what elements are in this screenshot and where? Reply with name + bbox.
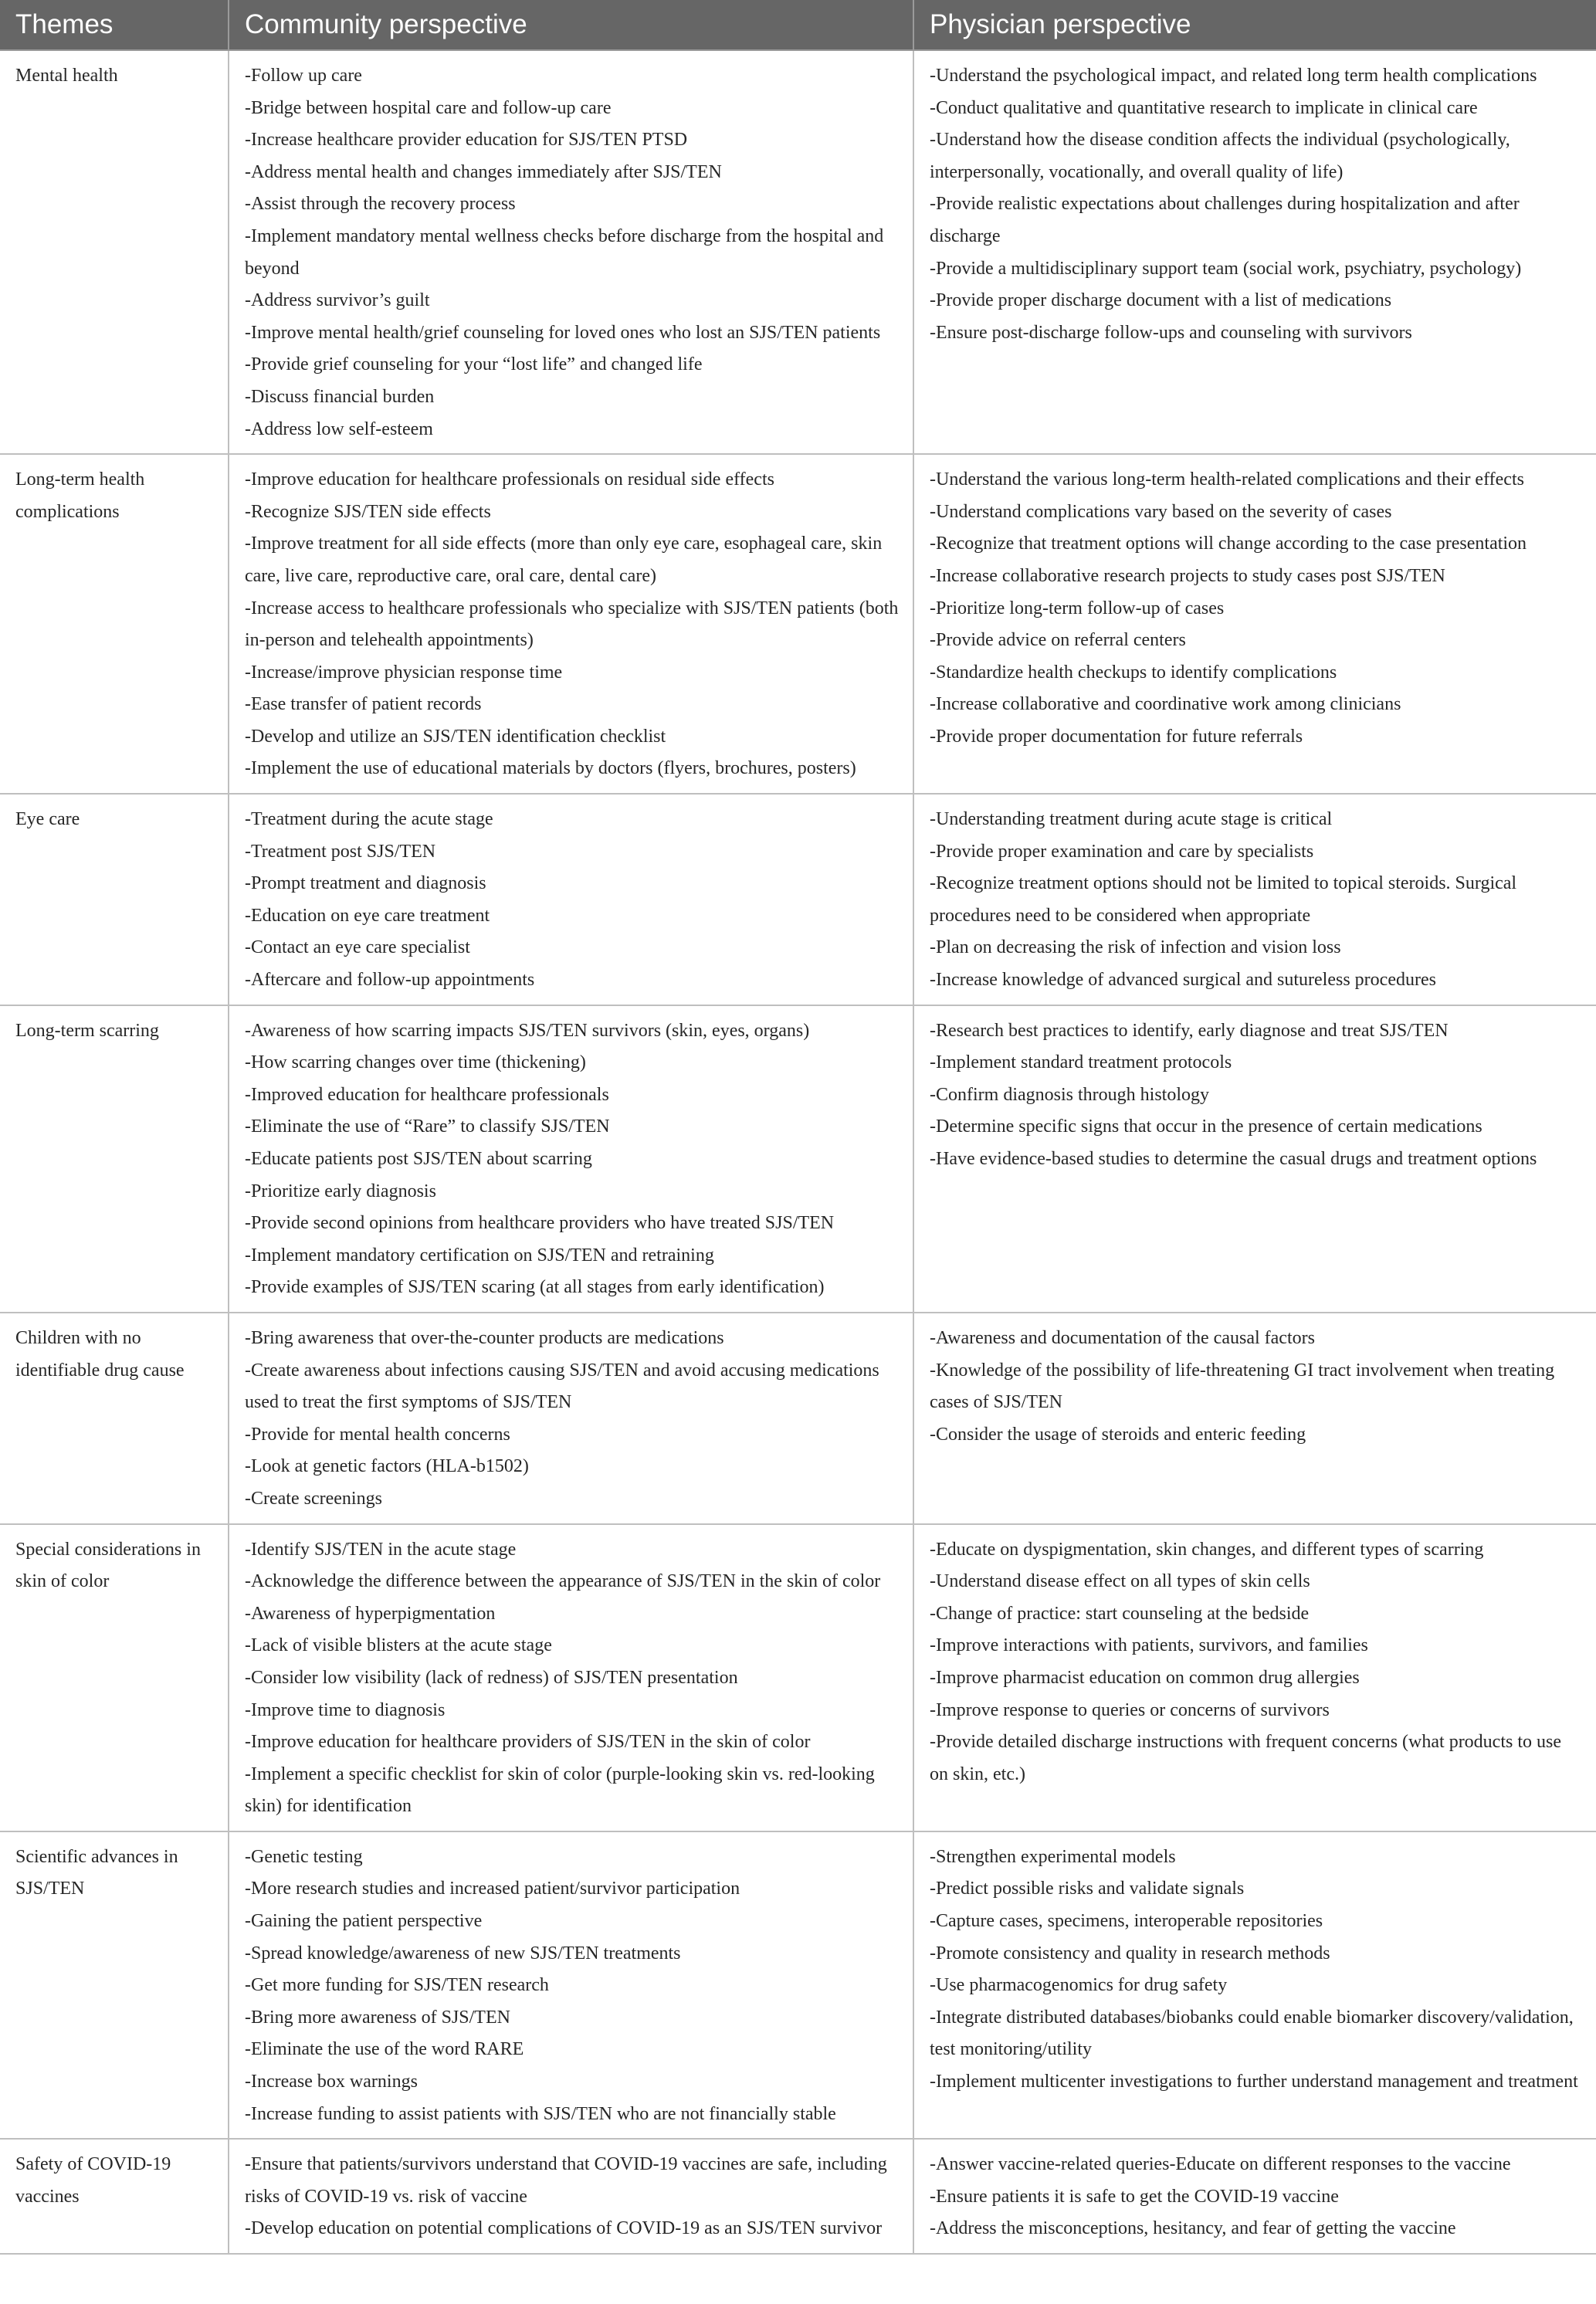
list-item: -Increase access to healthcare professionals who specialize with SJS/TEN patients (both in-person and telehealth appointments)	[245, 598, 899, 651]
table-row	[0, 2139, 1596, 2254]
list-item: -Spread knowledge/awareness of new SJS/TEN treatments	[245, 1943, 681, 1963]
physician-perspective-cell	[913, 1005, 1596, 1313]
list-item: -Ensure post-discharge follow-ups and counseling with survivors	[930, 322, 1412, 343]
list-item: -Increase healthcare provider education for SJS/TEN PTSD	[245, 130, 688, 151]
list-item: -Have evidence-based studies to determine the casual drugs and treatment options	[930, 1149, 1537, 1169]
list-item: -Implement standard treatment protocols	[930, 1052, 1232, 1073]
list-item: -Bridge between hospital care and follow-up care	[245, 97, 612, 118]
list-item: -Understand the psychological impact, and related long term health complications	[930, 66, 1537, 86]
physician-perspective-cell	[913, 1313, 1596, 1524]
list-item: -Increase/improve physician response time	[245, 662, 563, 683]
list-item: -Understanding treatment during acute stage is critical	[930, 809, 1333, 830]
list-item: -Answer vaccine-related queries-Educate on different responses to the vaccine	[930, 2154, 1511, 2175]
list-item: -Genetic testing	[245, 1846, 363, 1867]
list-item: -Follow up care	[245, 66, 362, 86]
list-item: -Educate on dyspigmentation, skin changes, and different types of scarring	[930, 1539, 1484, 1560]
list-item: -Discuss financial burden	[245, 386, 435, 407]
list-item: -Eliminate the use of the word RARE	[245, 2039, 524, 2060]
list-item: -Address survivor’s guilt	[245, 290, 430, 311]
list-item: -Prioritize early diagnosis	[245, 1181, 436, 1201]
list-item: -Provide advice on referral centers	[930, 630, 1186, 651]
list-item: -Use pharmacogenomics for drug safety	[930, 1975, 1228, 1996]
list-item: -Consider the usage of steroids and enteric feeding	[930, 1424, 1306, 1445]
table-row	[0, 794, 1596, 1005]
list-item: -Improve time to diagnosis	[245, 1699, 446, 1720]
list-item: -Create screenings	[245, 1488, 382, 1509]
list-item: -Provide examples of SJS/TEN scaring (at all stages from early identification)	[245, 1277, 825, 1298]
list-item: -Address mental health and changes immediately after SJS/TEN	[245, 161, 722, 182]
list-item: -Treatment post SJS/TEN	[245, 841, 436, 862]
list-item: -Implement multicenter investigations to further understand management and treatment	[930, 2072, 1578, 2092]
list-item: -Improve education for healthcare providers of SJS/TEN in the skin of color	[245, 1732, 811, 1753]
list-item: -Increase box warnings	[245, 2072, 418, 2092]
list-item: -Recognize treatment options should not be limited to topical steroids. Surgical procedures need to be considered when appropriate	[930, 873, 1517, 926]
list-item: -Understand the various long-term health-related complications and their effects	[930, 469, 1524, 490]
list-item: -Implement mandatory mental wellness checks before discharge from the hospital and beyond	[245, 225, 884, 279]
list-item: -Increase collaborative research projects to study cases post SJS/TEN	[930, 565, 1445, 586]
list-item: -Prompt treatment and diagnosis	[245, 873, 486, 894]
list-item: -Create awareness about infections causing SJS/TEN and avoid accusing medications used to treat the first symptoms of SJS/TEN	[245, 1360, 879, 1413]
list-item: -Prioritize long-term follow-up of cases	[930, 598, 1225, 618]
theme-cell: Special considerations in skin of color	[0, 1524, 229, 1831]
community-perspective-cell	[229, 454, 913, 794]
table-row	[0, 50, 1596, 454]
list-item: -Treatment during the acute stage	[245, 809, 493, 830]
list-item: -Improved education for healthcare professionals	[245, 1084, 609, 1105]
list-item: -Provide for mental health concerns	[245, 1424, 510, 1445]
list-item: -Bring awareness that over-the-counter products are medications	[245, 1327, 724, 1348]
list-item: -Awareness and documentation of the causal factors	[930, 1327, 1315, 1348]
list-item: -Address low self-esteem	[245, 418, 433, 439]
list-item: -Plan on decreasing the risk of infection and vision loss	[930, 937, 1341, 958]
list-item: -Education on eye care treatment	[245, 905, 490, 926]
list-item: -Provide proper discharge document with a list of medications	[930, 290, 1392, 311]
table-header-row	[0, 0, 1596, 50]
list-item: -Understand complications vary based on the severity of cases	[930, 501, 1392, 522]
list-item: -Improve response to queries or concerns of survivors	[930, 1699, 1330, 1720]
physician-perspective-cell	[913, 1524, 1596, 1831]
list-item: -Acknowledge the difference between the appearance of SJS/TEN in the skin of color	[245, 1571, 881, 1592]
list-item: -Improve mental health/grief counseling for loved ones who lost an SJS/TEN patients	[245, 322, 881, 343]
community-perspective-cell	[229, 1005, 913, 1313]
list-item: -Provide detailed discharge instructions with frequent concerns (what products to use on skin, etc.)	[930, 1732, 1562, 1784]
physician-perspective-cell	[913, 2139, 1596, 2254]
list-item: -Develop and utilize an SJS/TEN identification checklist	[245, 726, 666, 747]
list-item: -Assist through the recovery process	[245, 194, 516, 215]
list-item: -Contact an eye care specialist	[245, 937, 470, 958]
list-item: -Ease transfer of patient records	[245, 694, 482, 715]
list-item: -Ensure that patients/survivors understand that COVID-19 vaccines are safe, including risks of COVID-19 vs. risk of vaccine	[245, 2154, 887, 2207]
list-item: -Awareness of hyperpigmentation	[245, 1603, 496, 1624]
list-item: -Promote consistency and quality in research methods	[930, 1943, 1330, 1963]
list-item: -Improve treatment for all side effects (more than only eye care, esophageal care, skin care, live care, reproductive care, oral care, dental care)	[245, 534, 883, 586]
list-item: -Capture cases, specimens, interoperable repositories	[930, 1911, 1323, 1932]
list-item: -Gaining the patient perspective	[245, 1911, 483, 1932]
table-row	[0, 1313, 1596, 1524]
list-item: -Integrate distributed databases/biobanks could enable biomarker discovery/validation, test monitoring/utility	[930, 2007, 1574, 2060]
theme-cell: Children with no identifiable drug cause	[0, 1313, 229, 1524]
list-item: -Predict possible risks and validate signals	[930, 1879, 1245, 1899]
table-body	[0, 50, 1596, 2254]
list-item: -How scarring changes over time (thickening)	[245, 1052, 586, 1073]
list-item: -Understand how the disease condition affects the individual (psychologically, interpersonally, vocationally, and overall quality of life)	[930, 130, 1510, 182]
physician-perspective-cell	[913, 1831, 1596, 2139]
list-item: -Bring more awareness of SJS/TEN	[245, 2007, 510, 2028]
list-item: -Provide realistic expectations about challenges during hospitalization and after discharge	[930, 194, 1520, 246]
list-item: -Research best practices to identify, early diagnose and treat SJS/TEN	[930, 1020, 1449, 1041]
list-item: -Provide proper examination and care by specialists	[930, 841, 1314, 862]
list-item: -Standardize health checkups to identify complications	[930, 662, 1337, 683]
physician-perspective-cell	[913, 794, 1596, 1005]
list-item: -Provide second opinions from healthcare providers who have treated SJS/TEN	[245, 1213, 835, 1234]
theme-cell: Safety of COVID-19 vaccines	[0, 2139, 229, 2254]
list-item: -Determine specific signs that occur in the presence of certain medications	[930, 1116, 1482, 1137]
list-item: -Provide a multidisciplinary support team (social work, psychiatry, psychology)	[930, 258, 1522, 279]
community-perspective-cell	[229, 50, 913, 454]
table-row	[0, 1524, 1596, 1831]
list-item: -Increase funding to assist patients with SJS/TEN who are not financially stable	[245, 2103, 836, 2124]
table-row	[0, 1005, 1596, 1313]
community-perspective-cell	[229, 1831, 913, 2139]
list-item: -Look at genetic factors (HLA-b1502)	[245, 1456, 529, 1477]
list-item: -More research studies and increased patient/survivor participation	[245, 1879, 740, 1899]
list-item: -Aftercare and follow-up appointments	[245, 970, 535, 991]
theme-cell: Eye care	[0, 794, 229, 1005]
list-item: -Change of practice: start counseling at the bedside	[930, 1603, 1310, 1624]
list-item: -Understand disease effect on all types of skin cells	[930, 1571, 1310, 1592]
list-item: -Get more funding for SJS/TEN research	[245, 1975, 549, 1996]
list-item: -Increase knowledge of advanced surgical and sutureless procedures	[930, 970, 1436, 991]
list-item: -Implement mandatory certification on SJS/TEN and retraining	[245, 1245, 714, 1266]
theme-cell: Long-term scarring	[0, 1005, 229, 1313]
list-item: -Address the misconceptions, hesitancy, and fear of getting the vaccine	[930, 2218, 1456, 2239]
list-item: -Implement a specific checklist for skin of color (purple-looking skin vs. red-looking skin) for identification	[245, 1764, 875, 1817]
list-item: -Educate patients post SJS/TEN about scarring	[245, 1149, 592, 1169]
list-item: -Provide grief counseling for your “lost life” and changed life	[245, 354, 703, 375]
list-item: -Awareness of how scarring impacts SJS/TEN survivors (skin, eyes, organs)	[245, 1020, 810, 1041]
list-item: -Implement the use of educational materials by doctors (flyers, brochures, posters)	[245, 758, 856, 779]
table-row	[0, 454, 1596, 794]
theme-cell: Mental health	[0, 50, 229, 454]
list-item: -Confirm diagnosis through histology	[930, 1084, 1209, 1105]
list-item: -Improve pharmacist education on common drug allergies	[930, 1667, 1360, 1688]
list-item: -Eliminate the use of “Rare” to classify SJS/TEN	[245, 1116, 610, 1137]
list-item: -Consider low visibility (lack of redness) of SJS/TEN presentation	[245, 1667, 738, 1688]
header-physician-perspective: Physician perspective	[913, 0, 1596, 50]
list-item: -Improve education for healthcare professionals on residual side effects	[245, 469, 774, 490]
list-item: -Increase collaborative and coordinative work among clinicians	[930, 694, 1401, 715]
list-item: -Recognize SJS/TEN side effects	[245, 501, 491, 522]
table-row	[0, 1831, 1596, 2139]
theme-cell: Long-term health complications	[0, 454, 229, 794]
header-themes: Themes	[0, 0, 229, 50]
list-item: -Knowledge of the possibility of life-threatening GI tract involvement when treating cases of SJS/TEN	[930, 1360, 1555, 1413]
physician-perspective-cell	[913, 454, 1596, 794]
community-perspective-cell	[229, 2139, 913, 2254]
list-item: -Conduct qualitative and quantitative research to implicate in clinical care	[930, 97, 1478, 118]
list-item: -Recognize that treatment options will change according to the case presentation	[930, 534, 1527, 554]
list-item: -Identify SJS/TEN in the acute stage	[245, 1539, 517, 1560]
list-item: -Strengthen experimental models	[930, 1846, 1176, 1867]
header-community-perspective: Community perspective	[229, 0, 913, 50]
community-perspective-cell	[229, 794, 913, 1005]
theme-cell: Scientific advances in SJS/TEN	[0, 1831, 229, 2139]
list-item: -Develop education on potential complications of COVID-19 as an SJS/TEN survivor	[245, 2218, 883, 2239]
list-item: -Provide proper documentation for future referrals	[930, 726, 1303, 747]
list-item: -Lack of visible blisters at the acute stage	[245, 1635, 552, 1656]
community-perspective-cell	[229, 1313, 913, 1524]
physician-perspective-cell	[913, 50, 1596, 454]
community-perspective-cell	[229, 1524, 913, 1831]
list-item: -Improve interactions with patients, survivors, and families	[930, 1635, 1368, 1656]
list-item: -Ensure patients it is safe to get the COVID-19 vaccine	[930, 2186, 1339, 2207]
